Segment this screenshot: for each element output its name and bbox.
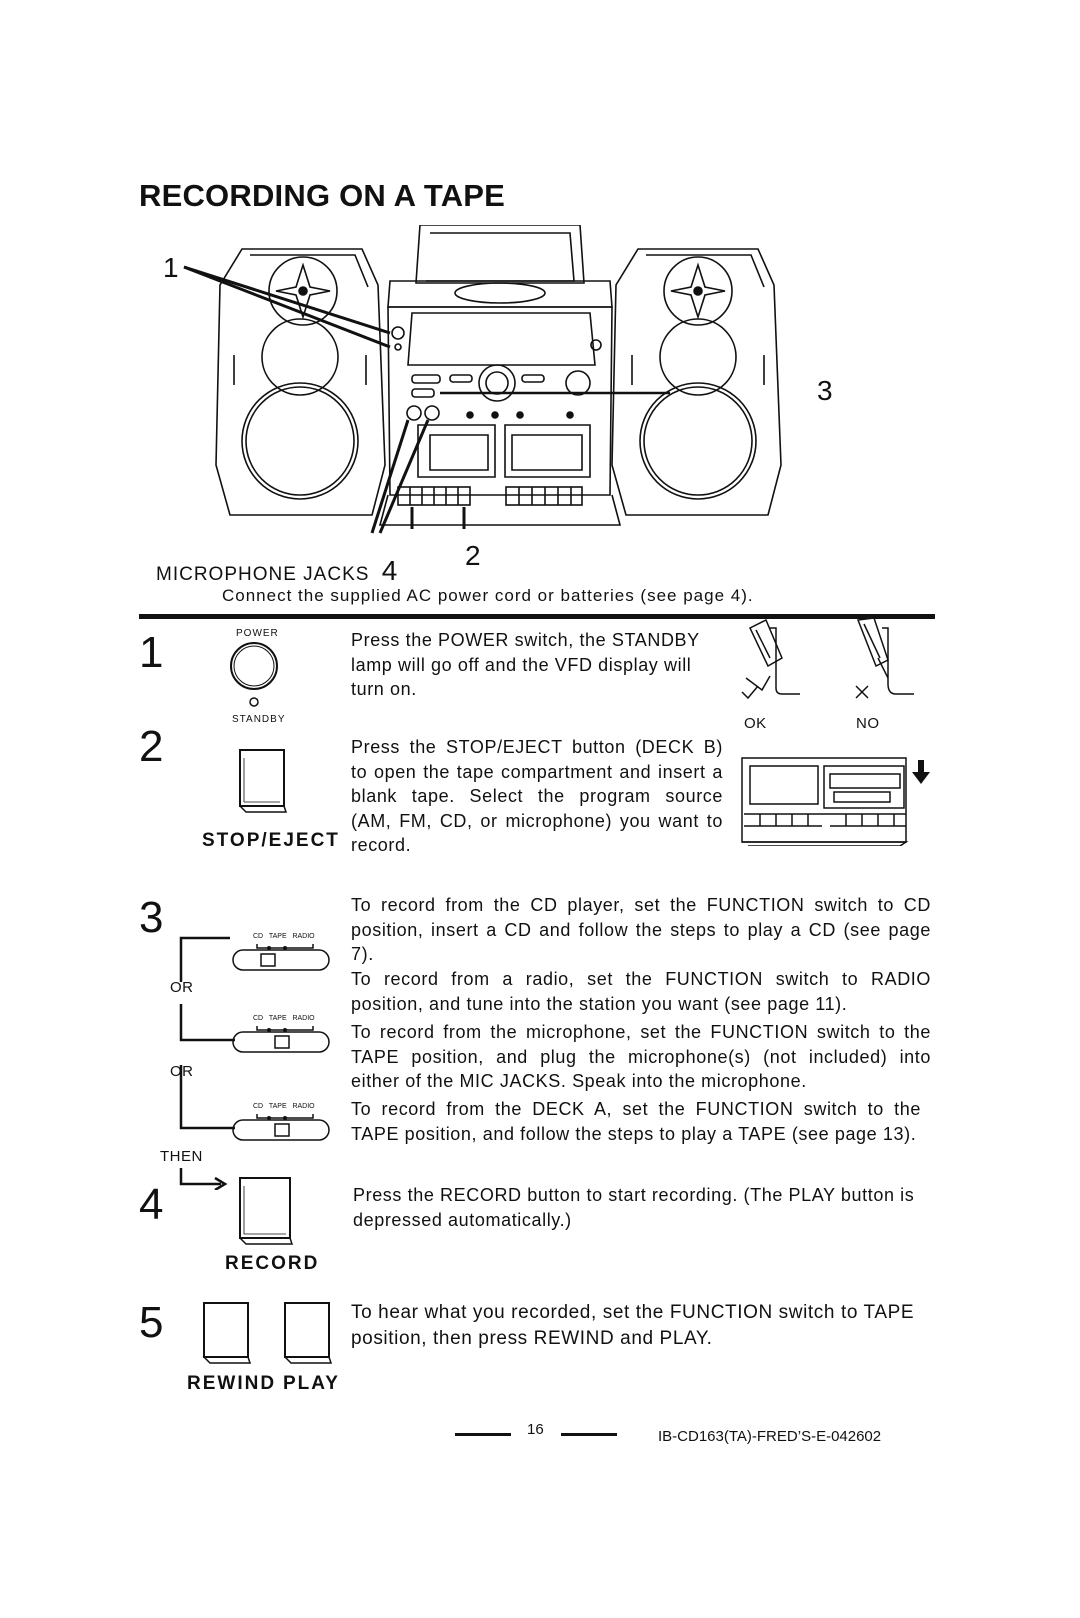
switch-labels-1	[253, 933, 315, 940]
switch-label-cd: CD	[253, 1103, 264, 1110]
power-label: POWER	[236, 628, 279, 639]
tape-insert-ok-icon	[740, 618, 820, 708]
then-label: THEN	[160, 1148, 203, 1165]
switch-label-radio: RADIO	[292, 1015, 315, 1022]
step-3-para-radio: To record from a radio, set the FUNCTION switch to RADIO position, and tune into the station you want (see page 11).	[351, 969, 931, 1014]
power-button-icon	[228, 642, 280, 712]
boombox-diagram	[150, 225, 850, 555]
step-1-text: Press the POWER switch, the STANDBY lamp will go off and the VFD display will turn on.	[351, 630, 700, 699]
tape-insert-no-icon	[848, 618, 928, 708]
standby-label: STANDBY	[232, 714, 286, 725]
ok-label: OK	[744, 715, 767, 732]
footer-line-left	[455, 1433, 511, 1436]
page-number: 16	[527, 1421, 544, 1438]
step-3-para-deck-a: To record from the DECK A, set the FUNCTION switch to the TAPE position, and follow the steps to play a TAPE (see page 13).	[351, 1099, 921, 1144]
callout-3: 3	[817, 375, 833, 406]
callout-1: 1	[163, 252, 179, 283]
rewind-button-icon	[200, 1301, 252, 1367]
doc-code: IB-CD163(TA)-FRED’S-E-042602	[658, 1428, 882, 1445]
switch-label-tape: TAPE	[268, 1015, 287, 1022]
switch-label-cd: CD	[253, 1015, 264, 1022]
stop-eject-label: STOP/EJECT	[202, 830, 340, 851]
switch-label-radio: RADIO	[292, 933, 315, 940]
switch-labels-2	[253, 1015, 315, 1022]
step-4-number: 4	[139, 1180, 164, 1229]
step-2-number: 2	[139, 722, 164, 771]
no-label: NO	[856, 715, 880, 732]
switch-labels-3	[253, 1103, 315, 1110]
switch-label-radio: RADIO	[292, 1103, 315, 1110]
record-button-icon	[236, 1176, 296, 1248]
rewind-label: REWIND	[187, 1373, 277, 1394]
or-label-1: OR	[170, 979, 194, 996]
step-5-text: To hear what you recorded, set the FUNCTION switch to TAPE position, then press REWIND and PLAY.	[351, 1302, 915, 1349]
deck-eject-illustration	[740, 752, 930, 846]
record-label: RECORD	[225, 1253, 320, 1274]
step-3-number: 3	[139, 893, 164, 942]
switch-label-tape: TAPE	[268, 933, 287, 940]
switch-label-tape: TAPE	[268, 1103, 287, 1110]
or-label-2: OR	[170, 1063, 194, 1080]
stop-eject-button-icon	[236, 748, 288, 814]
step-4-text: Press the RECORD button to start recording. (The PLAY button is depressed automatically.)	[353, 1185, 915, 1230]
callout-2: 2	[465, 540, 481, 571]
step-3-para-mic: To record from the microphone, set the FUNCTION switch to the TAPE position, and plug the microphone(s) (not included) into either of the MIC JACKS. Speak into the microphone.	[351, 1022, 931, 1091]
step-1-number: 1	[139, 628, 164, 677]
connect-note: Connect the supplied AC power cord or batteries (see page 4).	[222, 586, 754, 605]
play-label: PLAY	[283, 1373, 340, 1394]
step-5-number: 5	[139, 1298, 164, 1347]
step-3-para-cd: To record from the CD player, set the FUNCTION switch to CD position, insert a CD and follow the steps to play a CD (see page 7).	[351, 895, 931, 964]
page-title: RECORDING ON A TAPE	[139, 178, 506, 213]
switch-label-cd: CD	[253, 933, 264, 940]
footer-line-right	[561, 1433, 617, 1436]
microphone-jacks-label	[156, 555, 398, 587]
microphone-jacks-text: MICROPHONE JACKS	[156, 564, 370, 585]
callout-4: 4	[381, 555, 399, 586]
play-button-icon	[281, 1301, 333, 1367]
step-2-text: Press the STOP/EJECT button (DECK B) to open the tape compartment and insert a blank tape. Select the program source (AM, FM, CD, or microphone) you want to record.	[351, 737, 723, 855]
